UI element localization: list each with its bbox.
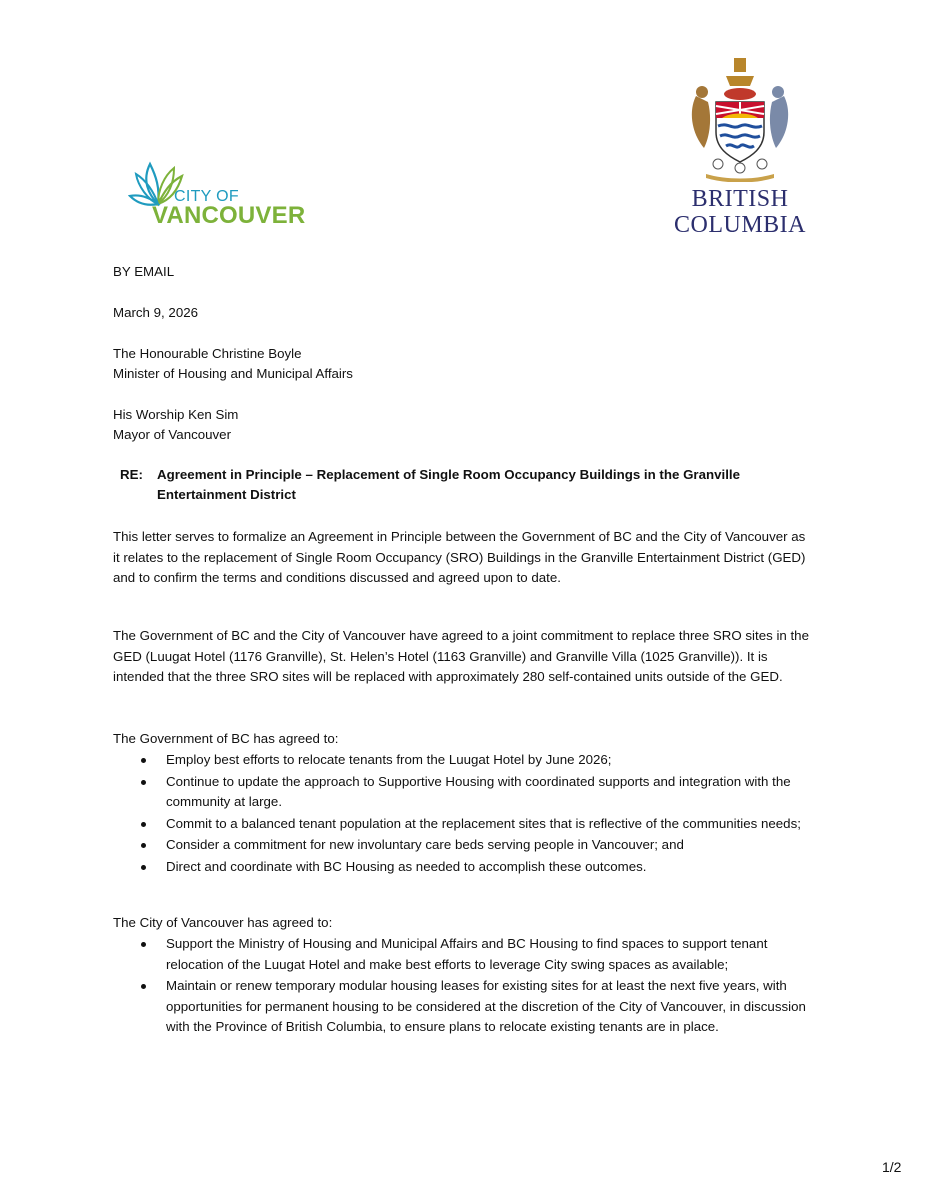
bullet-icon bbox=[141, 822, 146, 827]
vancouver-logo-line1: CITY OF bbox=[174, 188, 239, 205]
list-item: Commit to a balanced tenant population at the replacement sites that is reflective of the communities needs; bbox=[135, 814, 815, 835]
body-paragraph-2: The Government of BC and the City of Vancouver have agreed to a joint commitment to replace three SRO sites in the GED (Luugat Hotel (1176 Granville), St. Helen’s Hotel (1163 Granville) and Granville Villa (1025 Granville)). It is intended that the three SRO sites will be replaced with approximately 280 self-contained units outside of the GED. bbox=[113, 628, 809, 684]
delivery-method: BY EMAIL bbox=[113, 264, 175, 279]
list-item: Support the Ministry of Housing and Municipal Affairs and BC Housing to find spaces to support tenant relocation of the Luugat Hotel and make best efforts to leverage City swing spaces as available; bbox=[135, 934, 815, 975]
recipient-1-name: The Honourable Christine Boyle bbox=[113, 346, 302, 361]
recipient-2-name: His Worship Ken Sim bbox=[113, 407, 239, 422]
city-of-vancouver-logo bbox=[128, 158, 318, 234]
bullet-icon bbox=[141, 865, 146, 870]
bc-coat-of-arms-icon bbox=[682, 56, 798, 182]
list-item: Employ best efforts to relocate tenants from the Luugat Hotel by June 2026; bbox=[135, 750, 815, 771]
british-columbia-logo bbox=[660, 56, 820, 242]
bc-commitments-intro: The Government of BC has agreed to: bbox=[113, 731, 339, 746]
subject-line: Agreement in Principle – Replacement of Single Room Occupancy Buildings in the Granville Entertainment District bbox=[157, 467, 740, 502]
bullet-icon bbox=[141, 843, 146, 848]
vancouver-logo-line2: VANCOUVER bbox=[152, 202, 306, 229]
letter-date: March 9, 2026 bbox=[113, 305, 199, 320]
bc-logo-line1: BRITISH bbox=[691, 186, 789, 212]
list-item: Direct and coordinate with BC Housing as needed to accomplish these outcomes. bbox=[135, 857, 815, 878]
list-item: Continue to update the approach to Supportive Housing with coordinated supports and integration with the community at large. bbox=[135, 772, 815, 813]
list-item: Consider a commitment for new involuntary care beds serving people in Vancouver; and bbox=[135, 835, 815, 856]
subject-label: RE: bbox=[120, 467, 143, 482]
city-commitments-intro: The City of Vancouver has agreed to: bbox=[113, 915, 333, 930]
body-paragraph-1: This letter serves to formalize an Agreement in Principle between the Government of BC and the City of Vancouver as it relates to the replacement of Single Room Occupancy (SRO) Buildings in the Granville Entertainment District (GED) and to confirm the terms and conditions discussed and agreed upon to date. bbox=[113, 529, 806, 585]
bc-logo-line2: COLUMBIA bbox=[673, 212, 806, 238]
recipient-2-title: Mayor of Vancouver bbox=[113, 427, 232, 442]
bullet-icon bbox=[141, 942, 146, 947]
bullet-icon bbox=[141, 758, 146, 763]
bc-commitments-list bbox=[135, 750, 815, 878]
bullet-icon bbox=[141, 780, 146, 785]
page-number: 1/2 bbox=[882, 1159, 902, 1175]
recipient-1-title: Minister of Housing and Municipal Affairs bbox=[113, 366, 353, 381]
city-commitments-list bbox=[135, 934, 815, 1039]
bullet-icon bbox=[141, 984, 146, 989]
list-item: Maintain or renew temporary modular housing leases for existing sites for at least the next five years, with opportunities for permanent housing to be considered at the discretion of the City of Vancouver, in discussion with the Province of British Columbia, to ensure plans to relocate existing tenants are in place. bbox=[135, 976, 815, 1038]
